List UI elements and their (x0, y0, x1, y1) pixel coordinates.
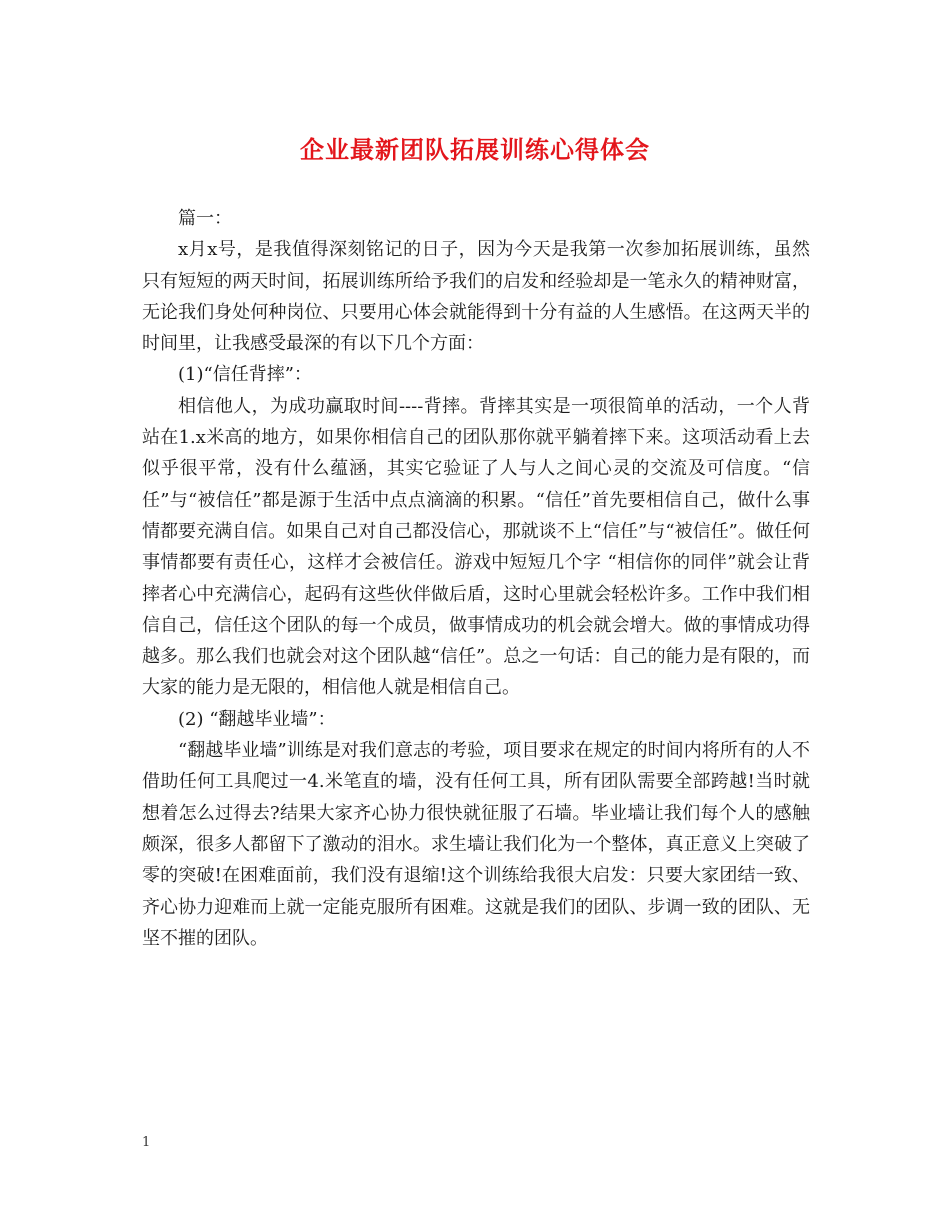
section-heading: (2) “翻越毕业墙”： (178, 708, 336, 730)
page-number: 1 (142, 1135, 151, 1150)
document-body (142, 203, 810, 954)
body-paragraph: 相信他人，为成功赢取时间----背摔。背摔其实是一项很简单的活动，一个人背站在1.x米高的地方，如果你相信自己的团队那你就平躺着摔下来。这项活动看上去似乎很平常，没有什么蕴涵，其实它验证了人与人之间心灵的交流及可信度。“信任”与“被信任”都是源于生活中点点滴滴的积累。“信任”首先要相信自己，做什么事情都要充满自信。如果自己对自己都没信心，那就谈不上“信任”与“被信任”。做任何事情都要有责任心，这样才会被信任。游戏中短短几个字 “相信你的同伴”就会让背摔者心中充满信心，起码有这些伙伴做后盾，这时心里就会轻松许多。工作中我们相信自己，信任这个团队的每一个成员，做事情成功的机会就会增大。做的事情成功得越多。那么我们也就会对这个团队越“信任”。总之一句话：自己的能力是有限的，而大家的能力是无限的，相信他人就是相信自己。 (142, 395, 810, 699)
section-heading: 篇一： (178, 208, 232, 229)
body-paragraph: “翻越毕业墙”训练是对我们意志的考验，项目要求在规定的时间内将所有的人不借助任何工具爬过一4.米笔直的墙，没有任何工具，所有团队需要全部跨越!当时就想着怎么过得去?结果大家齐心协力很快就征服了石墙。毕业墙让我们每个人的感触颇深，很多人都留下了激动的泪水。求生墙让我们化为一个整体，真正意义上突破了零的突破!在困难面前，我们没有退缩!这个训练给我很大启发：只要大家团结一致、齐心协力迎难而上就一定能克服所有困难。这就是我们的团队、步调一致的团队、无坚不摧的团队。 (142, 740, 810, 949)
section-heading: (1)“信任背摔”： (178, 364, 312, 386)
document-title: 企业最新团队拓展训练心得体会 (300, 135, 650, 164)
body-paragraph: x月x号，是我值得深刻铭记的日子，因为今天是我第一次参加拓展训练，虽然只有短短的两天时间，拓展训练所给予我们的启发和经验却是一笔永久的精神财富，无论我们身处何种岗位、只要用心体会就能得到十分有益的人生感悟。在这两天半的时间里，让我感受最深的有以下几个方面： (142, 239, 810, 355)
